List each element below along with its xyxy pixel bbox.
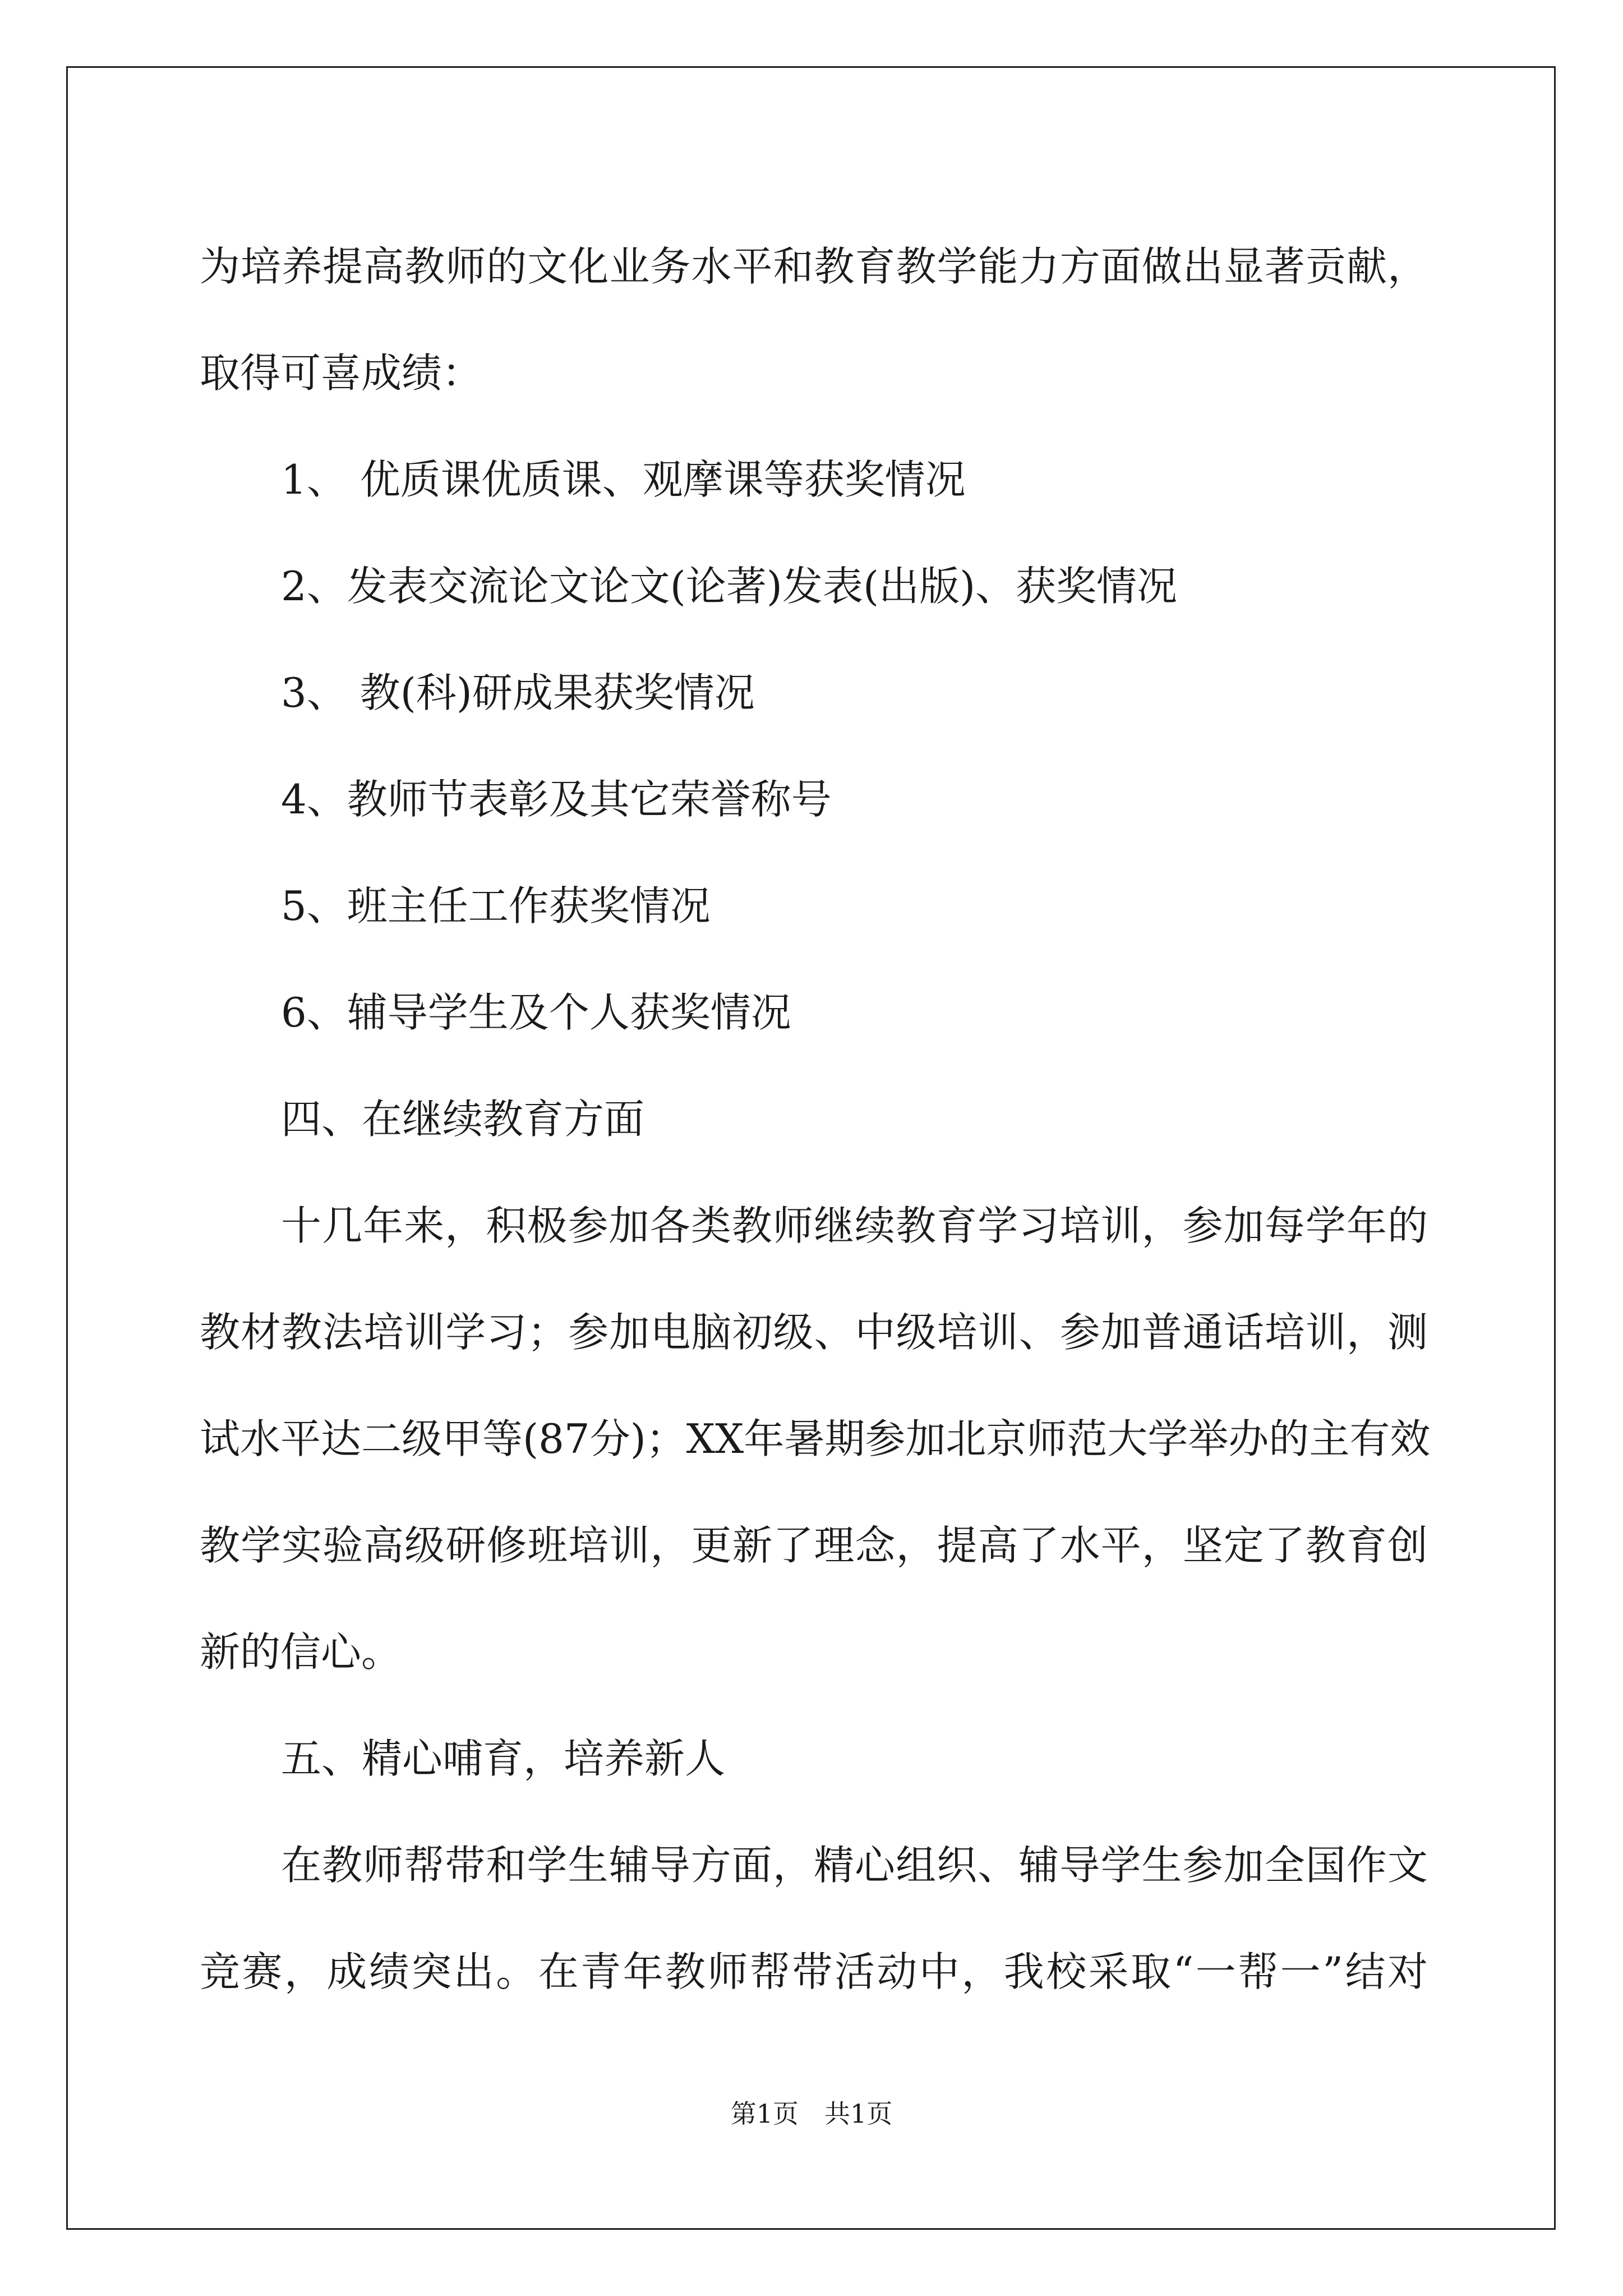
section-heading: 五、精心哺育，培养新人 (281, 1735, 726, 1782)
paragraph-line: 竞赛，成绩突出。在青年教师帮带活动中，我校采取“一帮一”结对 (200, 1948, 1428, 1995)
list-item: 4、教师节表彰及其它荣誉称号 (281, 776, 832, 823)
list-item: 2、发表交流论文论文(论著)发表(出版)、获奖情况 (281, 563, 1178, 610)
list-item: 3、 教(科)研成果获奖情况 (281, 669, 755, 716)
paragraph-line: 教学实验高级研修班培训，更新了理念，提高了水平，坚定了教育创 (200, 1522, 1428, 1569)
paragraph-line: 十几年来，积极参加各类教师继续教育学习培训，参加每学年的 (281, 1202, 1428, 1249)
paragraph-line: 在教师帮带和学生辅导方面，精心组织、辅导学生参加全国作文 (281, 1842, 1428, 1889)
paragraph-line: 试水平达二级甲等(87分)；XX年暑期参加北京师范大学举办的主有效 (200, 1415, 1431, 1462)
paragraph-line: 新的信心。 (200, 1628, 402, 1676)
document-body (200, 213, 1431, 2025)
paragraph-line: 取得可喜成绩： (200, 349, 483, 397)
paragraph-line: 为培养提高教师的文化业务水平和教育教学能力方面做出显著贡献， (200, 243, 1428, 290)
page-footer: 第1页 共1页 (730, 2099, 893, 2129)
list-item: 1、 优质课优质课、观摩课等获奖情况 (281, 456, 966, 503)
section-heading: 四、在继续教育方面 (281, 1096, 645, 1143)
list-item: 6、辅导学生及个人获奖情况 (281, 989, 791, 1036)
paragraph-line: 教材教法培训学习；参加电脑初级、中级培训、参加普通话培训，测 (200, 1309, 1428, 1356)
list-item: 5、班主任工作获奖情况 (281, 882, 711, 930)
